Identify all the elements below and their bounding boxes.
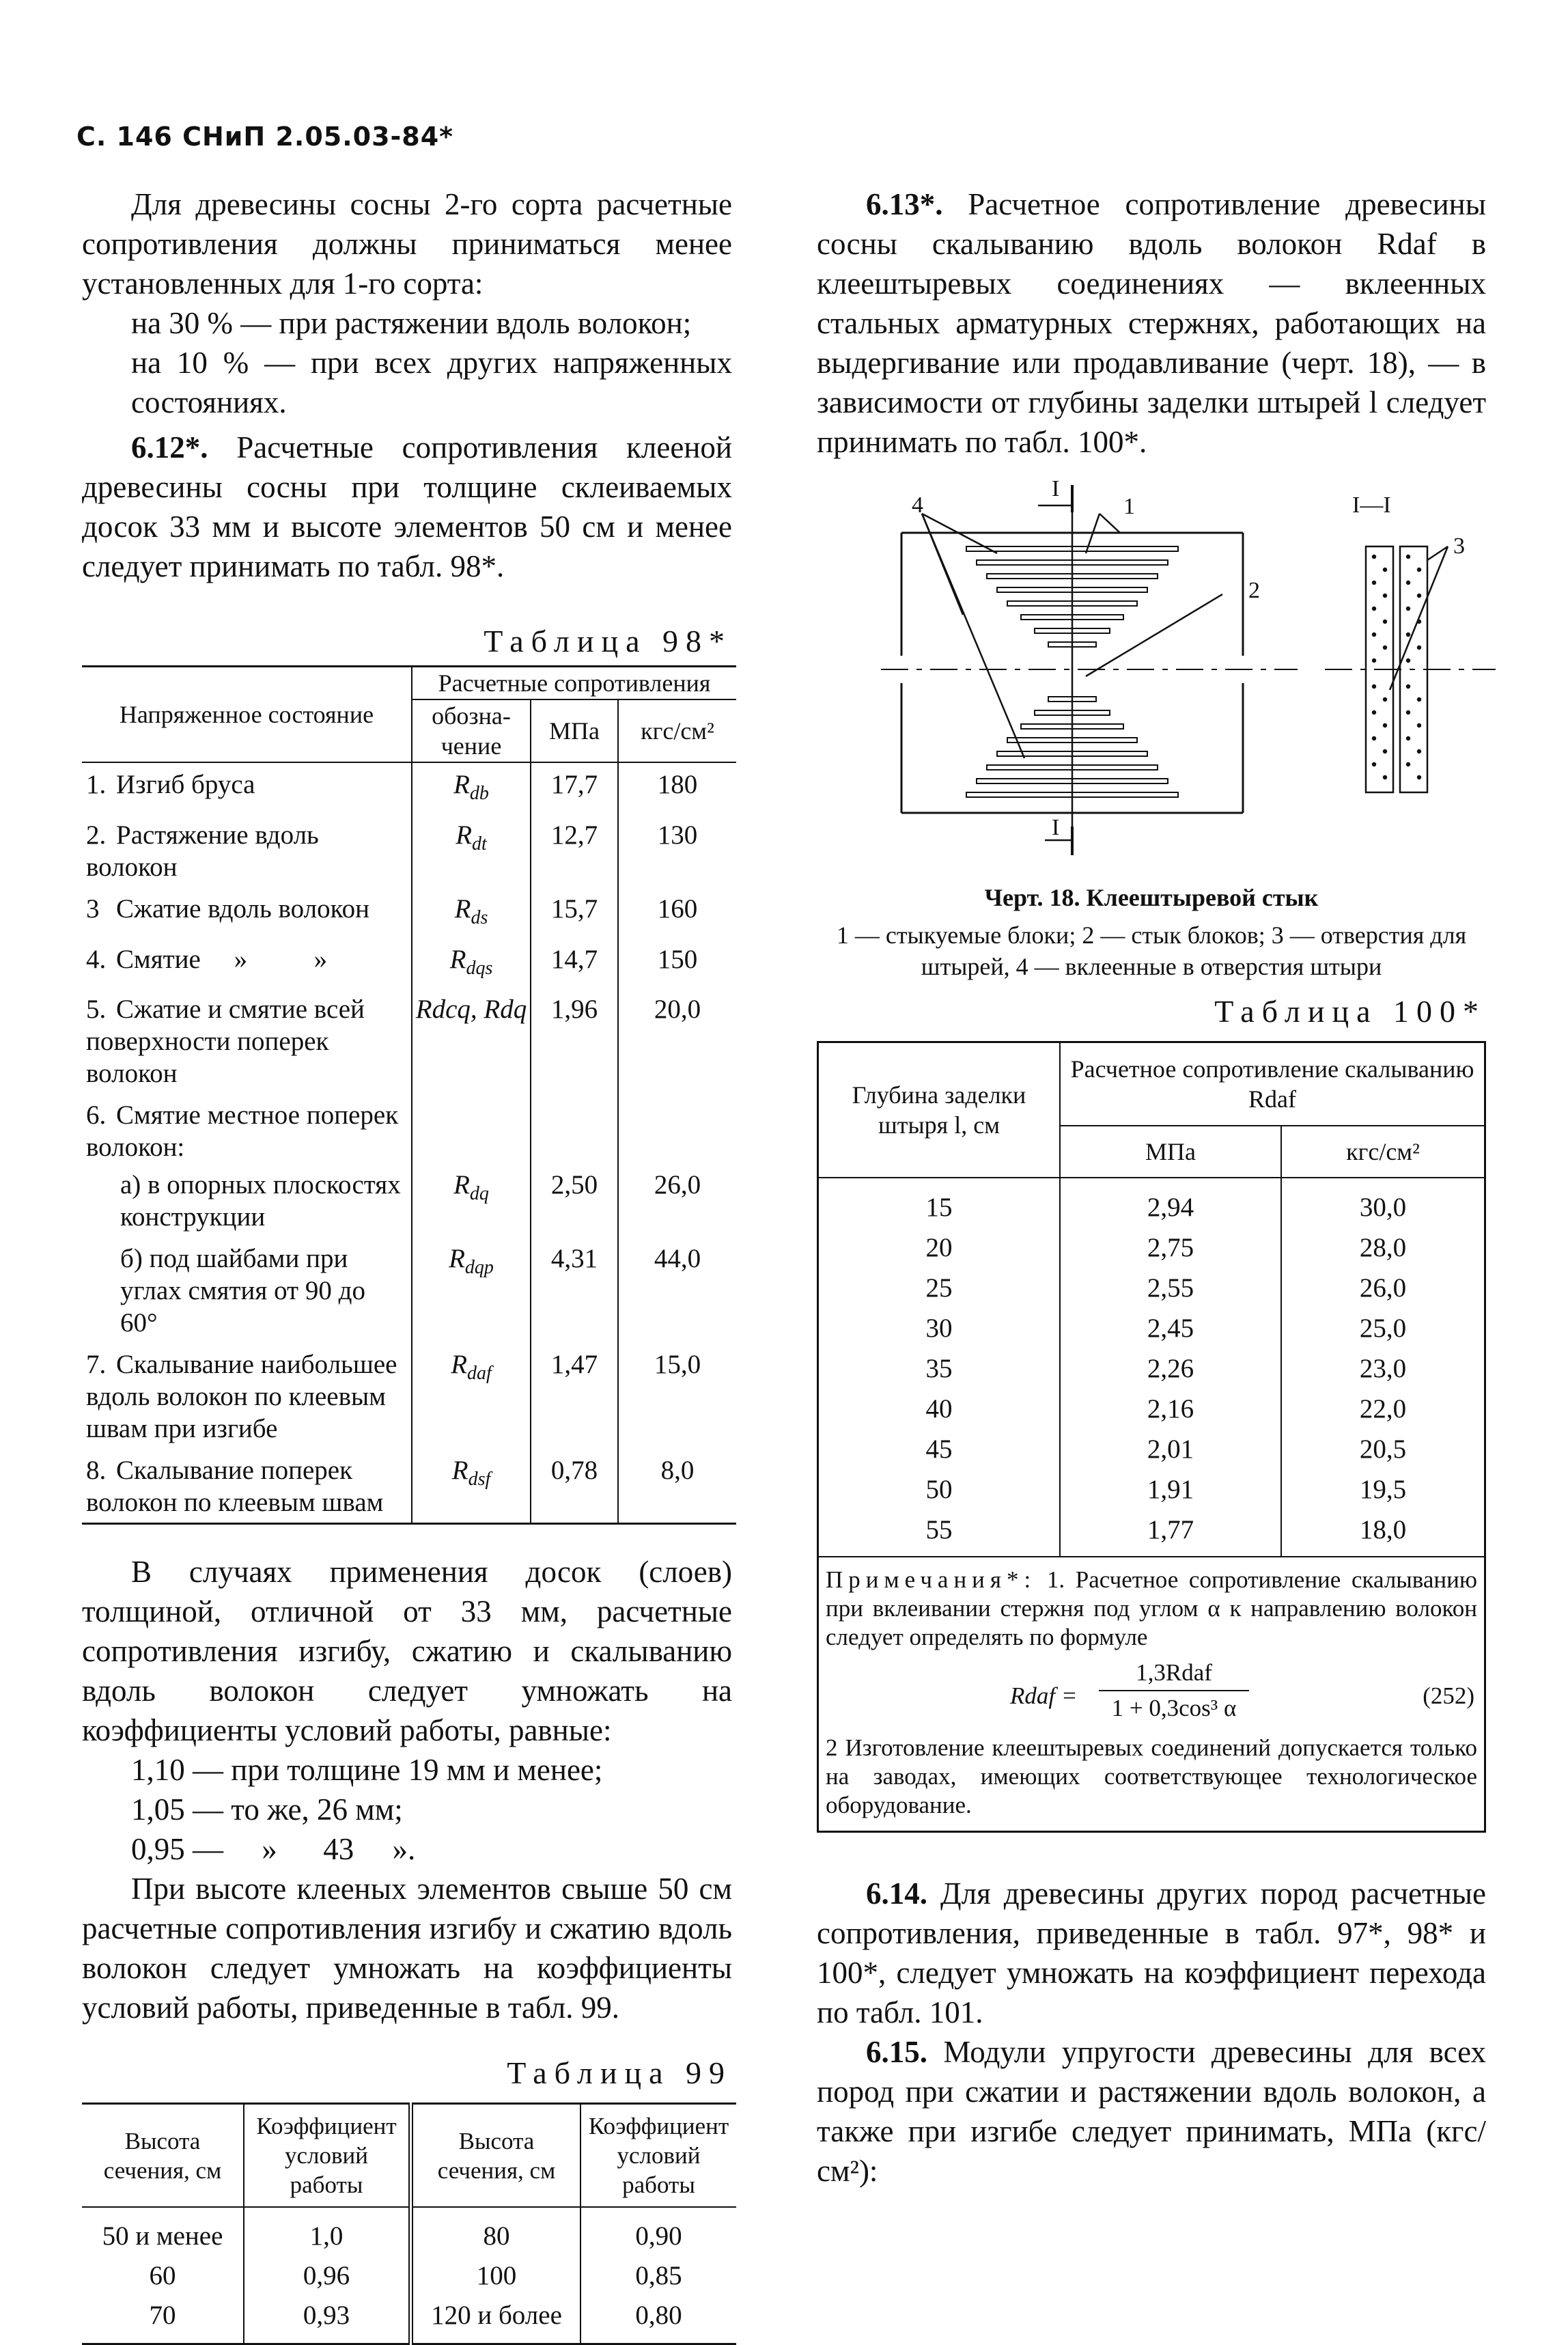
table-cell: 1,0 [244, 2207, 411, 2256]
table-row [82, 887, 736, 938]
table-row [818, 1510, 1485, 1557]
clause-number: 6.14. [866, 1876, 927, 1911]
figure-mark-1: 1 [1123, 494, 1135, 519]
hole-dot [1406, 607, 1410, 611]
table-99-caption: Таблица 99 [507, 2055, 732, 2091]
table-cell-kgf [618, 1094, 736, 1163]
hole-dot [1406, 710, 1410, 714]
formula-number: (252) [1423, 1682, 1474, 1709]
paragraph-6-14 [817, 1874, 1486, 2032]
table-cell: 20 [925, 1233, 953, 1262]
state-text: Смятие » » [116, 944, 328, 974]
left-column [82, 184, 732, 2345]
table-cell-state [82, 1449, 412, 1524]
table-cell-mpa: 0,78 [531, 1449, 618, 1524]
table-100-caption: Таблица 100* [1214, 994, 1486, 1029]
paragraph-height: При высоте клееных элементов свыше 50 см расчетные сопротивления изгибу и сжатию вдоль волокон следует умножать на коэффициенты условий работы, приведенные в табл. 99. [82, 1872, 732, 2025]
table-row [82, 2256, 736, 2296]
table-cell-kgf: 130 [618, 814, 736, 887]
table-cell-kgf: 26,0 [618, 1163, 736, 1237]
table-row [818, 1429, 1485, 1469]
formula-lhs: Rdaf = [1010, 1682, 1078, 1709]
hole-dot [1383, 697, 1387, 702]
table-header-cell: Высота сечения, см [411, 2104, 581, 2208]
hole-dot [1417, 775, 1421, 779]
table-cell-kgf: 15,0 [618, 1343, 736, 1449]
symbol-subscript: ds [471, 906, 488, 928]
hole-dot [1406, 762, 1410, 766]
table-row [818, 1469, 1485, 1510]
hole-dot [1406, 658, 1410, 663]
table-row [82, 988, 736, 1094]
table-cell: 35 [925, 1354, 953, 1383]
hole-dot [1383, 723, 1387, 727]
table-cell: 15 [925, 1193, 953, 1222]
table-cell: 20,5 [1281, 1429, 1485, 1469]
table-cell-state [82, 1237, 412, 1343]
paragraph-6-13 [817, 184, 1486, 462]
table-cell-state [82, 762, 412, 814]
figure-mark-4: 4 [912, 492, 923, 518]
boards-item: 1,05 — то же, 26 мм; [131, 1792, 403, 1827]
formula-denominator: 1 + 0,3cos³ α [1111, 1695, 1237, 1721]
hole-dot [1372, 736, 1376, 740]
right-column-top [817, 184, 1486, 462]
hole-dot [1406, 555, 1410, 559]
note-1 [826, 1566, 1477, 1652]
table-cell-kgf: 180 [618, 762, 736, 814]
table-cell: 45 [925, 1434, 953, 1464]
table-header-cell: Расчетные сопротивления [412, 667, 736, 700]
table-cell-state [82, 1094, 412, 1163]
hole-dot [1383, 775, 1387, 779]
table-header-cell: МПа [1060, 1126, 1281, 1178]
hole-dot [1417, 646, 1421, 650]
table-cell-mpa: 2,50 [531, 1163, 618, 1237]
row-number: 6. [86, 1100, 107, 1130]
table-row [818, 1227, 1485, 1268]
table-cell: 0,96 [244, 2256, 411, 2296]
figure-section-label: I—I [1352, 492, 1391, 518]
table-cell-symbol [412, 1449, 531, 1524]
paragraph-6-15 [817, 2032, 1486, 2191]
figure-mark-section: I [1052, 815, 1060, 840]
paragraph-boards: В случаях применения досок (слоев) толщиной, отличной от 33 мм, расчетные сопротивления изгибу, сжатию и скалыванию вдоль волокон следует умножать на коэффициенты условий работы, равные: [82, 1555, 732, 1748]
table-row [82, 1094, 736, 1163]
table-header-cell: МПа [531, 699, 618, 762]
hole-dot [1372, 684, 1376, 689]
table-cell-symbol [412, 1237, 531, 1343]
symbol: Rdcq, Rdq [415, 995, 527, 1025]
row-number: 2. [86, 820, 107, 850]
symbol: R [453, 1170, 470, 1200]
table-cell-symbol [412, 988, 531, 1094]
table-cell: 2,94 [1060, 1178, 1281, 1227]
table-cell-symbol [412, 814, 531, 887]
table-100 [817, 1041, 1486, 1833]
table-cell-state [82, 1163, 412, 1237]
hole-dot [1406, 581, 1410, 585]
table-cell: 30,0 [1281, 1178, 1485, 1227]
table-row [82, 1163, 736, 1237]
table-cell: 70 [149, 2301, 176, 2331]
hole-dot [1372, 710, 1376, 714]
table-cell: 0,90 [580, 2207, 736, 2256]
table-cell-mpa [531, 1094, 618, 1163]
hole-dot [1406, 684, 1410, 689]
table-cell-mpa: 1,96 [531, 988, 618, 1094]
hole-dot [1417, 594, 1421, 598]
table-cell: 2,75 [1060, 1227, 1281, 1268]
table-cell: 80 [411, 2207, 581, 2256]
table-cell: 2,01 [1060, 1429, 1281, 1469]
table-row [818, 1308, 1485, 1348]
boards-item: 0,95 — » 43 ». [131, 1832, 416, 1867]
table-cell-state [82, 1343, 412, 1449]
fraction-bar [1099, 1690, 1249, 1691]
table-header-cell: обозна-чение [412, 699, 531, 762]
table-cell: 1,91 [1060, 1469, 1281, 1510]
hole-dot [1383, 594, 1387, 598]
state-text: Скалывание поперек волокон по клеевым швам [86, 1456, 384, 1518]
table-row [82, 1343, 736, 1449]
table-row [82, 1237, 736, 1343]
row-number: 1. [86, 770, 107, 799]
figure-mark-2: 2 [1248, 578, 1260, 603]
boards-item: 1,10 — при толщине 19 мм и менее; [131, 1753, 603, 1788]
table-header-cell: кгс/см² [1281, 1126, 1485, 1178]
table-cell-symbol [412, 938, 531, 988]
symbol-subscript: dqp [464, 1257, 494, 1279]
note-text: 1. Расчетное сопротивление скалыванию при вклеивании стержня под углом α к направлению волокон следует определять по формуле [826, 1566, 1478, 1650]
hole-dot [1406, 633, 1410, 637]
right-column-bottom [817, 992, 1486, 2191]
row-number: 4. [86, 944, 107, 974]
intro-paragraph: Для древесины сосны 2-го сорта расчетные сопротивления должны приниматься менее установленных для 1-го сорта: [82, 187, 732, 301]
symbol: R [451, 1350, 468, 1380]
hole-dot [1372, 607, 1376, 611]
table-cell: 0,80 [580, 2296, 736, 2344]
hole-dot [1372, 555, 1376, 559]
state-text: Сжатие вдоль волокон [116, 893, 369, 924]
state-text: Скалывание наибольшее вдоль волокон по клеевым швам при изгибе [86, 1350, 404, 1444]
clause-text: Для древесины других пород расчетные сопротивления, приведенные в табл. 97*, 98* и 100*, следует умножать на коэффициент перехода по табл. 101. [817, 1876, 1487, 2029]
table-cell: 28,0 [1281, 1227, 1485, 1268]
table-100-body [818, 1178, 1485, 1557]
symbol-subscript: dqs [466, 957, 493, 979]
symbol-subscript: db [469, 782, 489, 804]
symbol-subscript: dsf [468, 1469, 491, 1490]
table-cell-mpa: 4,31 [531, 1237, 618, 1343]
table-cell-mpa: 14,7 [531, 938, 618, 988]
table-cell-state [82, 814, 412, 887]
table-cell: 0,85 [580, 2256, 736, 2296]
hole-dot [1383, 646, 1387, 650]
table-cell-state [82, 887, 412, 938]
table-header-cell: Высота сечения, см [82, 2104, 244, 2208]
table-100-notes [818, 1557, 1485, 1832]
state-text: Изгиб бруса [116, 770, 255, 799]
state-text: б) под шайбами при углах смятия от 90 до 60° [120, 1244, 365, 1338]
table-cell: 60 [149, 2261, 176, 2291]
row-number: 7. [86, 1350, 107, 1380]
table-99 [82, 2103, 736, 2345]
table-cell: 2,55 [1060, 1268, 1281, 1308]
table-cell-mpa: 15,7 [531, 887, 618, 938]
table-cell: 26,0 [1281, 1268, 1485, 1308]
table-cell-kgf: 44,0 [618, 1237, 736, 1343]
row-number: 5. [86, 995, 107, 1025]
table-cell: 25 [925, 1273, 953, 1303]
hole-dot [1372, 762, 1376, 766]
hole-dot [1383, 749, 1387, 753]
table-cell-kgf: 8,0 [618, 1449, 736, 1524]
symbol-subscript: dq [469, 1183, 489, 1205]
figure-mark-section: I [1052, 476, 1060, 501]
table-cell-symbol [412, 887, 531, 938]
symbol: R [456, 820, 473, 850]
figure-title: Черт. 18. Клеештыревой стык [984, 884, 1319, 911]
table-row [818, 1348, 1485, 1389]
table-row [82, 2207, 736, 2256]
clause-number: 6.13*. [866, 187, 943, 221]
table-cell-kgf: 20,0 [618, 988, 736, 1094]
clause-number: 6.15. [866, 2035, 927, 2069]
row-number: 8. [86, 1456, 107, 1486]
formula-252 [826, 1652, 1477, 1734]
table-header-cell: Напряженное состояние [82, 667, 412, 763]
row-number: 3 [86, 893, 100, 924]
table-header-cell: Коэффициент условий работы [580, 2104, 736, 2208]
hole-dot [1372, 633, 1376, 637]
symbol: R [453, 770, 470, 799]
clause-text: Расчетное сопротивление древесины сосны скалыванию вдоль волокон Rdaf в клеештыревых соединениях — вклеенных стальных арматурных стержнях, работающих на выдергивание или продавливание (черт. 18), — в зависимости от глубины заделки штырей l следует принимать по табл. 100*. [817, 187, 1486, 459]
table-cell: 22,0 [1281, 1389, 1485, 1429]
figure-mark-3: 3 [1453, 533, 1465, 559]
hole-dot [1417, 568, 1421, 572]
table-cell-symbol [412, 1343, 531, 1449]
figure-legend: 1 — стыкуемые блоки; 2 — стык блоков; 3 — отверстия для штырей, 4 — вклеенные в отверстия штыри [836, 921, 1467, 980]
table-cell-state [82, 938, 412, 988]
state-text: Растяжение вдоль волокон [86, 820, 326, 882]
hole-dot [1417, 620, 1421, 624]
clause-text: Модули упругости древесины для всех пород при сжатии и растяжении вдоль волокон, а также при изгибе следует принимать, МПа (кгс/см²): [817, 2035, 1486, 2188]
hole-dot [1372, 658, 1376, 663]
table-cell-kgf: 160 [618, 887, 736, 938]
table-row [82, 814, 736, 887]
symbol-subscript: dt [472, 833, 487, 855]
table-row [82, 938, 736, 988]
table-row [818, 1178, 1485, 1227]
table-cell-mpa: 1,47 [531, 1343, 618, 1449]
table-cell: 2,26 [1060, 1348, 1281, 1389]
table-header-cell: Коэффициент условий работы [244, 2104, 411, 2208]
table-cell: 55 [925, 1515, 953, 1544]
table-cell-symbol [412, 1163, 531, 1237]
table-cell-symbol [412, 762, 531, 814]
table-header-cell: Расчетное сопротивление скалыванию Rdaf [1060, 1042, 1485, 1126]
table-cell: 19,5 [1281, 1469, 1485, 1510]
table-cell: 1,77 [1060, 1510, 1281, 1557]
table-cell: 50 [925, 1475, 953, 1504]
table-cell-kgf: 150 [618, 938, 736, 988]
notes-title: Примечания*: [826, 1566, 1037, 1593]
hole-dot [1372, 581, 1376, 585]
figure-18-caption [817, 881, 1486, 982]
intro-item: на 10 % — при всех других напряженных состояниях. [131, 346, 732, 419]
table-row [818, 1268, 1485, 1308]
hole-dot [1383, 620, 1387, 624]
table-cell-symbol [412, 1094, 531, 1163]
note-2: 2 Изготовление клеештыревых соединений допускается только на заводах, имеющих соответствующее технологическое оборудование. [826, 1734, 1477, 1818]
table-cell: 18,0 [1281, 1510, 1485, 1557]
formula-numerator: 1,3Rdaf [1136, 1659, 1212, 1686]
table-cell-mpa: 12,7 [531, 814, 618, 887]
symbol: R [451, 1456, 468, 1486]
table-cell: 120 и более [411, 2296, 581, 2344]
hole-dot [1417, 749, 1421, 753]
table-98-body [82, 762, 736, 1524]
hole-dot [1417, 723, 1421, 727]
table-row [82, 1449, 736, 1524]
table-cell: 30 [925, 1314, 953, 1343]
page-header: С. 146 СНиП 2.05.03-84* [76, 122, 454, 152]
table-row [82, 2296, 736, 2344]
table-cell-state [82, 988, 412, 1094]
table-cell: 23,0 [1281, 1348, 1485, 1389]
state-text: Смятие местное поперек волокон: [86, 1100, 405, 1163]
table-cell: 2,16 [1060, 1389, 1281, 1429]
state-text: Сжатие и смятие всей поверхности поперек волокон [86, 995, 372, 1089]
symbol: R [454, 893, 471, 924]
table-cell: 100 [411, 2256, 581, 2296]
clause-number: 6.12*. [131, 430, 208, 464]
table-cell: 0,93 [244, 2296, 411, 2344]
table-header-cell: кгс/см² [618, 699, 736, 762]
state-text: а) в опорных плоскостях конструкции [120, 1170, 401, 1232]
intro-item: на 30 % — при растяжении вдоль волокон; [131, 306, 692, 340]
hole-dot [1417, 697, 1421, 702]
symbol: R [449, 944, 466, 974]
hole-dot [1406, 736, 1410, 740]
table-cell-mpa: 17,7 [531, 762, 618, 814]
paragraph-6-12 [82, 428, 732, 586]
table-row [82, 762, 736, 814]
table-cell: 2,45 [1060, 1308, 1281, 1348]
table-cell: 40 [925, 1394, 953, 1424]
table-cell: 50 и менее [102, 2221, 223, 2251]
table-cell: 25,0 [1281, 1308, 1485, 1348]
hole-dot [1383, 568, 1387, 572]
table-header-cell: Глубина заделки штыря l, см [818, 1042, 1061, 1178]
table-98-caption: Таблица 98* [484, 624, 732, 658]
figure-18-drawing [881, 471, 1496, 874]
symbol-subscript: daf [467, 1363, 492, 1385]
symbol: R [449, 1244, 465, 1274]
table-98 [82, 665, 736, 1525]
table-row [818, 1389, 1485, 1429]
clause-text: Расчетные сопротивления клееной древесины сосны при толщине склеиваемых досок 33 мм и высоте элементов 50 см и менее следует принимать по табл. 98*. [82, 430, 733, 583]
